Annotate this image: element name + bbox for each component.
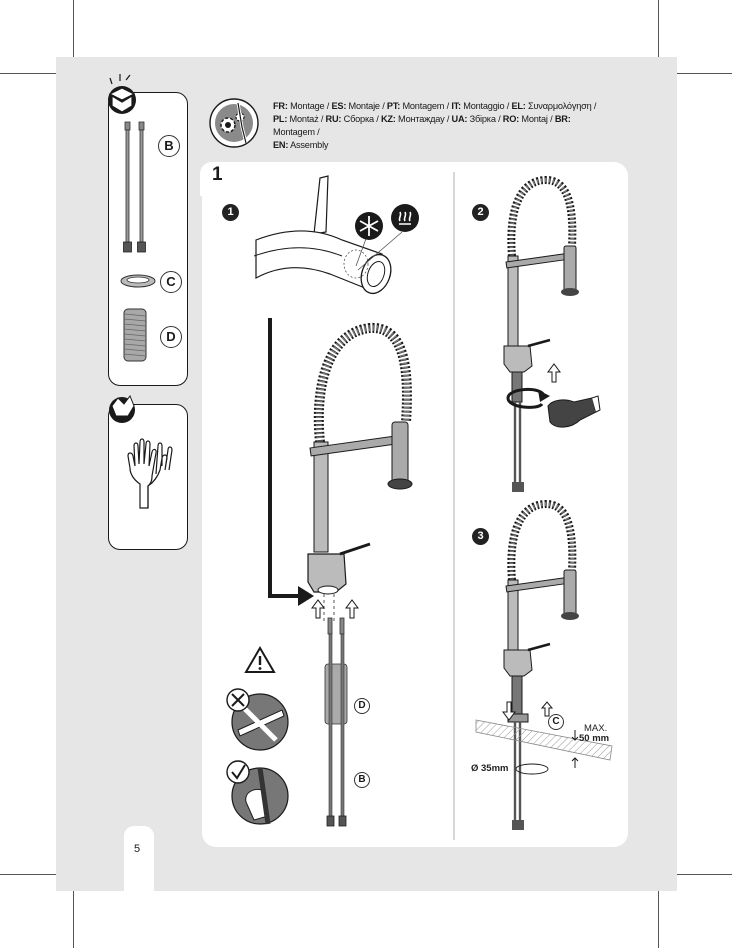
hoses-assembly <box>322 618 352 828</box>
no-wrench-icon <box>224 686 294 752</box>
up-arrows <box>310 598 360 620</box>
assembly-label-b: B <box>354 772 370 788</box>
step-3-label-c: C <box>548 714 564 730</box>
washer-part-c <box>118 272 158 290</box>
part-b-label: B <box>158 135 180 157</box>
part-d-label: D <box>160 326 182 348</box>
faucet-step-2 <box>498 176 588 496</box>
hand-tighten-icon <box>224 758 294 828</box>
step-marker-1: 1 <box>222 204 239 221</box>
crop-mark <box>0 874 56 875</box>
page-number: 5 <box>134 843 141 855</box>
gloves-icon <box>100 392 144 424</box>
down-arrow-step-3 <box>501 700 517 722</box>
gloves-illustration <box>122 436 174 510</box>
threaded-rod-part-d <box>120 307 150 363</box>
up-arrow-step-2 <box>546 362 562 384</box>
thickness-arrows <box>570 730 580 770</box>
crop-mark <box>677 874 732 875</box>
part-c-label: C <box>160 271 182 293</box>
hole-diameter-ellipse <box>514 762 550 776</box>
glove-hand <box>544 392 600 434</box>
max-label: MAX. <box>584 723 608 734</box>
page-number-tab <box>124 826 154 891</box>
crop-mark <box>73 891 74 948</box>
step-number: 1 <box>212 164 223 185</box>
crop-mark <box>658 0 659 57</box>
hole-diameter-label: Ø 35mm <box>471 763 509 774</box>
max-thickness-value: 50 mm <box>579 733 610 744</box>
hoses-part-b <box>120 122 150 254</box>
cold-icon <box>354 211 384 241</box>
crop-mark <box>677 73 732 74</box>
unbox-icon <box>100 72 144 116</box>
faucet-step-3 <box>498 500 588 836</box>
step-marker-3: 3 <box>472 528 489 545</box>
crop-mark <box>0 73 56 74</box>
faucet-step-1 <box>300 322 430 632</box>
hot-icon <box>390 203 420 233</box>
warning-icon <box>244 646 276 674</box>
crop-mark <box>73 0 74 57</box>
assembly-title-multilingual: FR: Montage / ES: Montaje / PT: Montagem / IT: Montaggio / EL: Συναρμολόγηση / PL: Montaż / RU: Сборка / KZ: Монтаждау / UA: Збірка / RO: Montaj / BR: Montagem / EN: Assembly <box>273 101 597 150</box>
assembly-label-d: D <box>354 698 370 714</box>
faucet-inlet-detail <box>252 170 452 310</box>
step-marker-2: 2 <box>472 204 489 221</box>
tools-icon <box>204 97 264 149</box>
panel-divider <box>453 172 455 840</box>
crop-mark <box>658 891 659 948</box>
